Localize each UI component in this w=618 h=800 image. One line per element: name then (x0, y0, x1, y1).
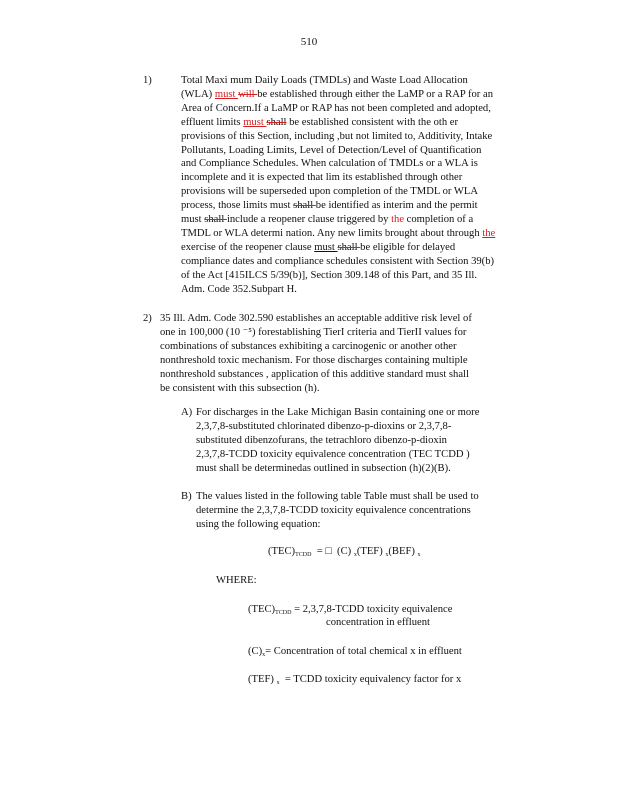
text-line: of the Act [415ILCS 5/39(b)], Section 309.148 of this Part, and 35 Ill. (181, 269, 477, 281)
text-line: Area of Concern.If a LaMP or RAP has not been completed and adopted, (181, 102, 491, 114)
text-line: The values listed in the following table Table must shall be used to (196, 491, 479, 502)
text-line: exercise of the reopener clause must shall be eligible for delayed (181, 241, 456, 253)
text-line: 2,3,7,8-substituted chlorinated dibenzo-p-dioxins or 2,3,7,8- (196, 420, 452, 432)
text-line: process, those limits must shall be identified as interim and the permit (181, 200, 478, 212)
item-b-paragraph (196, 490, 536, 532)
item-a-paragraph (196, 406, 516, 476)
item-b-label: B) (181, 491, 192, 502)
text-line: nonthreshold substances , application of this additive standard must shall (160, 368, 469, 380)
text-line: provisions will be superseded upon completion of the TMDL or WLA (181, 186, 478, 198)
text-line: compliance dates and compliance schedules consistent with Section 39(b) (181, 255, 495, 267)
item-1-number: 1) (143, 75, 152, 86)
text-line: nonthreshold toxic mechanism. For those discharges containing multiple (160, 354, 468, 366)
text-line: and Compliance Schedules. When calculation of TMDLs or a WLA is (181, 158, 478, 170)
text-line: Pollutants, Loading Limits, Level of Detection/Level of Quantification (181, 144, 482, 156)
def-tef: (TEF) $_x$ = TCDD toxicity equivalency factor for x (248, 674, 462, 686)
item-2-number: 2) (143, 313, 152, 324)
text-line: effluent limits must shall be established consistent with the oth er (181, 116, 458, 128)
where-label: WHERE: (216, 575, 257, 586)
def-c: $(C)_x=$ Concentration of total chemical x in effluent (248, 646, 462, 658)
page-number: 510 (300, 36, 318, 48)
text-line: 35 Ill. Adm. Code 302.590 establishes an acceptable additive risk level of (160, 313, 472, 324)
text-line: must shall include a reopener clause triggered by the completion of a (181, 214, 474, 226)
text-line: TMDL or WLA determi nation. Any new limits brought about through the (181, 227, 496, 239)
text-line: must shall be determinedas outlined in subsection (h)(2)(B). (196, 462, 451, 474)
item-2-paragraph (160, 312, 535, 395)
tec-equation: $(TEC)_{TCDD}$ = □ (C) $_x$(TEF) $_x$(BEF) $_x$ (268, 546, 421, 558)
text-line: incomplete and it is expected that lim its established through other (181, 172, 463, 184)
text-line: combinations of substances exhibiting a carcinogenic or another other (160, 340, 457, 352)
text-line: substituted dibenzofurans, the tetrachloro dibenzo-p-dioxin (196, 434, 447, 446)
text-line: using the following equation: (196, 518, 321, 530)
text-line: be consistent with this subsection (h). (160, 382, 320, 394)
text-line: 2,3,7,8-TCDD toxicity equivalence concentration (TEC TCDD ) (196, 448, 470, 460)
item-a-label: A) (181, 407, 193, 418)
text-line: Adm. Code 352.Subpart H. (181, 283, 297, 295)
text-line: one in 100,000 (10 ⁻⁵) forestablishing TierI criteria and TierII values for (160, 326, 467, 338)
item-1-paragraph (181, 74, 535, 297)
def-tec-cont: concentration in effluent (326, 617, 430, 628)
text-line: Total Maxi mum Daily Loads (TMDLs) and Waste Load Allocation (181, 75, 468, 86)
def-tec: $(TEC)_{TCDD}$ = 2,3,7,8-TCDD toxicity equivalence (248, 604, 453, 616)
text-line: For discharges in the Lake Michigan Basin containing one or more (196, 407, 480, 418)
text-line: determine the 2,3,7,8-TCDD toxicity equivalence concentrations (196, 504, 471, 516)
text-line: (WLA) must will be established through either the LaMP or a RAP for an (181, 88, 493, 100)
text-line: provisions of this Section, including ,but not limited to, Additivity, Intake (181, 130, 493, 142)
